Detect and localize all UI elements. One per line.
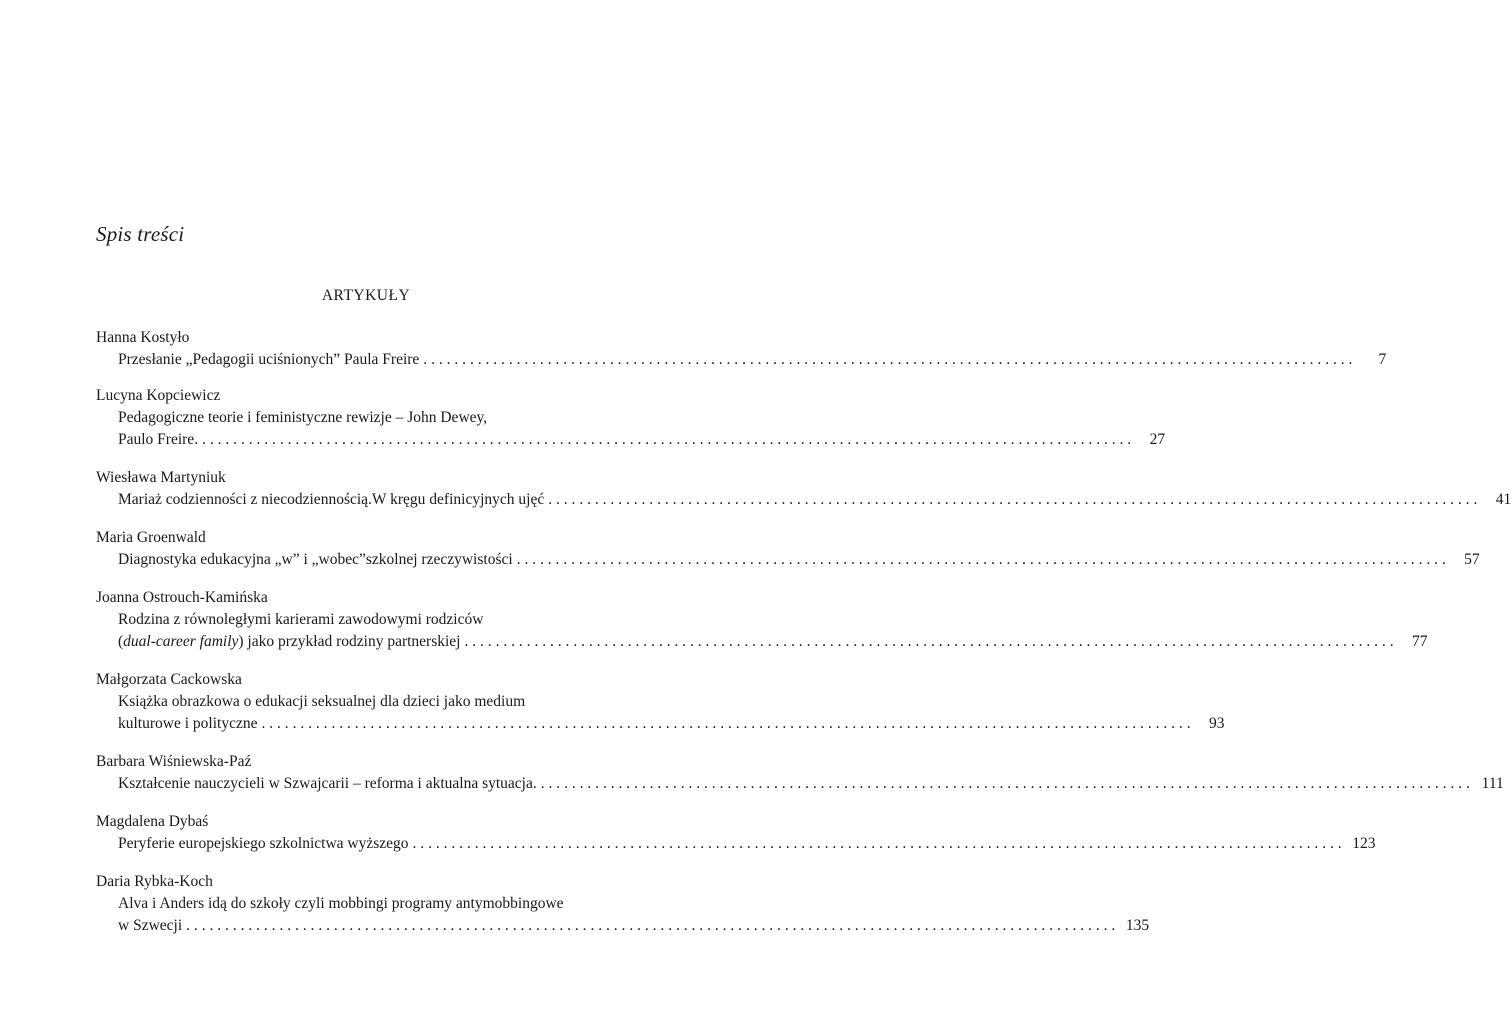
toc-title-text: Przesłanie „Pedagogii uciśnionych” Paula Freire (118, 351, 420, 368)
toc-author: Maria Groenwald (96, 529, 206, 546)
toc-title-line (118, 609, 637, 631)
toc-title-text: Peryferie europejskiego szkolnictwa wyższego (118, 835, 409, 852)
toc-title-line (118, 833, 1376, 855)
toc-leader-dots: ........................................................................................................................ (423, 351, 1357, 368)
page-title: Spis treści (96, 222, 185, 246)
toc-author: Wiesława Martyniuk (96, 469, 226, 486)
toc-title-line (118, 407, 637, 429)
section-heading: ARTYKUŁY (321, 287, 411, 304)
toc-page-number: 77 (1411, 633, 1428, 650)
toc-author: Lucyna Kopciewicz (96, 387, 221, 404)
toc-title-text: Książka obrazkowa o edukacji seksualnej dla dzieci jako medium (118, 693, 526, 710)
toc-entry[interactable] (96, 385, 1166, 451)
toc-title-line (118, 349, 1387, 371)
toc-author: Małgorzata Cackowska (96, 671, 242, 688)
toc-leader-dots: ........................................................................................................................ (540, 775, 1474, 792)
toc-title-line (118, 489, 1511, 511)
toc-title-line (118, 773, 1504, 795)
toc-entry[interactable] (96, 751, 1504, 795)
toc-title-line (118, 631, 1428, 653)
toc-entry[interactable] (96, 467, 1511, 511)
toc-page-number: 7 (1378, 351, 1387, 368)
toc-title-line (118, 429, 1166, 451)
table-of-contents (96, 327, 1511, 937)
toc-page-number: 111 (1481, 775, 1504, 792)
toc-leader-dots: ........................................................................................................................ (516, 551, 1450, 568)
toc-title-text: Alva i Anders idą do szkoły czyli mobbingi programy antymobbingowe (118, 895, 564, 912)
toc-page-number: 57 (1464, 551, 1480, 568)
toc-title-line (118, 893, 637, 915)
toc-title-text: Mariaż codzienności z niecodziennością.W kręgu definicyjnych ujęć (118, 491, 545, 508)
toc-title-text: Rodzina z równoległymi karierami zawodowymi rodziców (118, 611, 484, 628)
toc-title-text: Kształcenie nauczycieli w Szwajcarii – reforma i aktualna sytuacja. (118, 775, 537, 792)
toc-entry[interactable] (96, 669, 1225, 735)
toc-title-line (118, 915, 1150, 937)
toc-leader-dots: ........................................................................................................................ (412, 835, 1346, 852)
toc-entry[interactable] (96, 327, 1387, 371)
toc-author: Joanna Ostrouch-Kamińska (96, 589, 268, 606)
toc-leader-dots: ........................................................................................................................ (548, 491, 1482, 508)
toc-title-text: Paulo Freire. (118, 431, 199, 448)
toc-title-text: (dual-career family) jako przykład rodziny partnerskiej (118, 633, 461, 650)
toc-entry[interactable] (96, 811, 1376, 855)
toc-entry[interactable] (96, 871, 1150, 937)
toc-page-number: 27 (1149, 431, 1166, 448)
toc-title-text: Diagnostyka edukacyjna „w” i „wobec”szkolnej rzeczywistości (118, 551, 513, 568)
toc-leader-dots: ........................................................................................................................ (464, 633, 1398, 650)
toc-leader-dots: ........................................................................................................................ (186, 917, 1120, 934)
toc-page-number: 93 (1208, 715, 1225, 732)
toc-author: Hanna Kostyło (96, 329, 190, 346)
toc-title-text: w Szwecji (118, 917, 183, 934)
toc-author: Daria Rybka-Koch (96, 873, 213, 890)
toc-title-line (118, 713, 1225, 735)
toc-page-number: 123 (1352, 835, 1376, 852)
toc-entry[interactable] (96, 527, 1480, 571)
toc-title-italic: dual-career family (123, 633, 239, 650)
toc-page-number: 135 (1125, 917, 1150, 934)
toc-entry[interactable] (96, 587, 1428, 653)
toc-leader-dots: ........................................................................................................................ (261, 715, 1195, 732)
toc-title-text: Pedagogiczne teorie i feministyczne rewizje – John Dewey, (118, 409, 488, 426)
toc-author: Magdalena Dybaś (96, 813, 209, 830)
toc-page-number: 41 (1495, 491, 1511, 508)
toc-title-text: kulturowe i polityczne (118, 715, 258, 732)
toc-title-line (118, 691, 637, 713)
toc-leader-dots: ........................................................................................................................ (202, 431, 1136, 448)
toc-title-line (118, 549, 1480, 571)
toc-author: Barbara Wiśniewska-Paź (96, 753, 252, 770)
